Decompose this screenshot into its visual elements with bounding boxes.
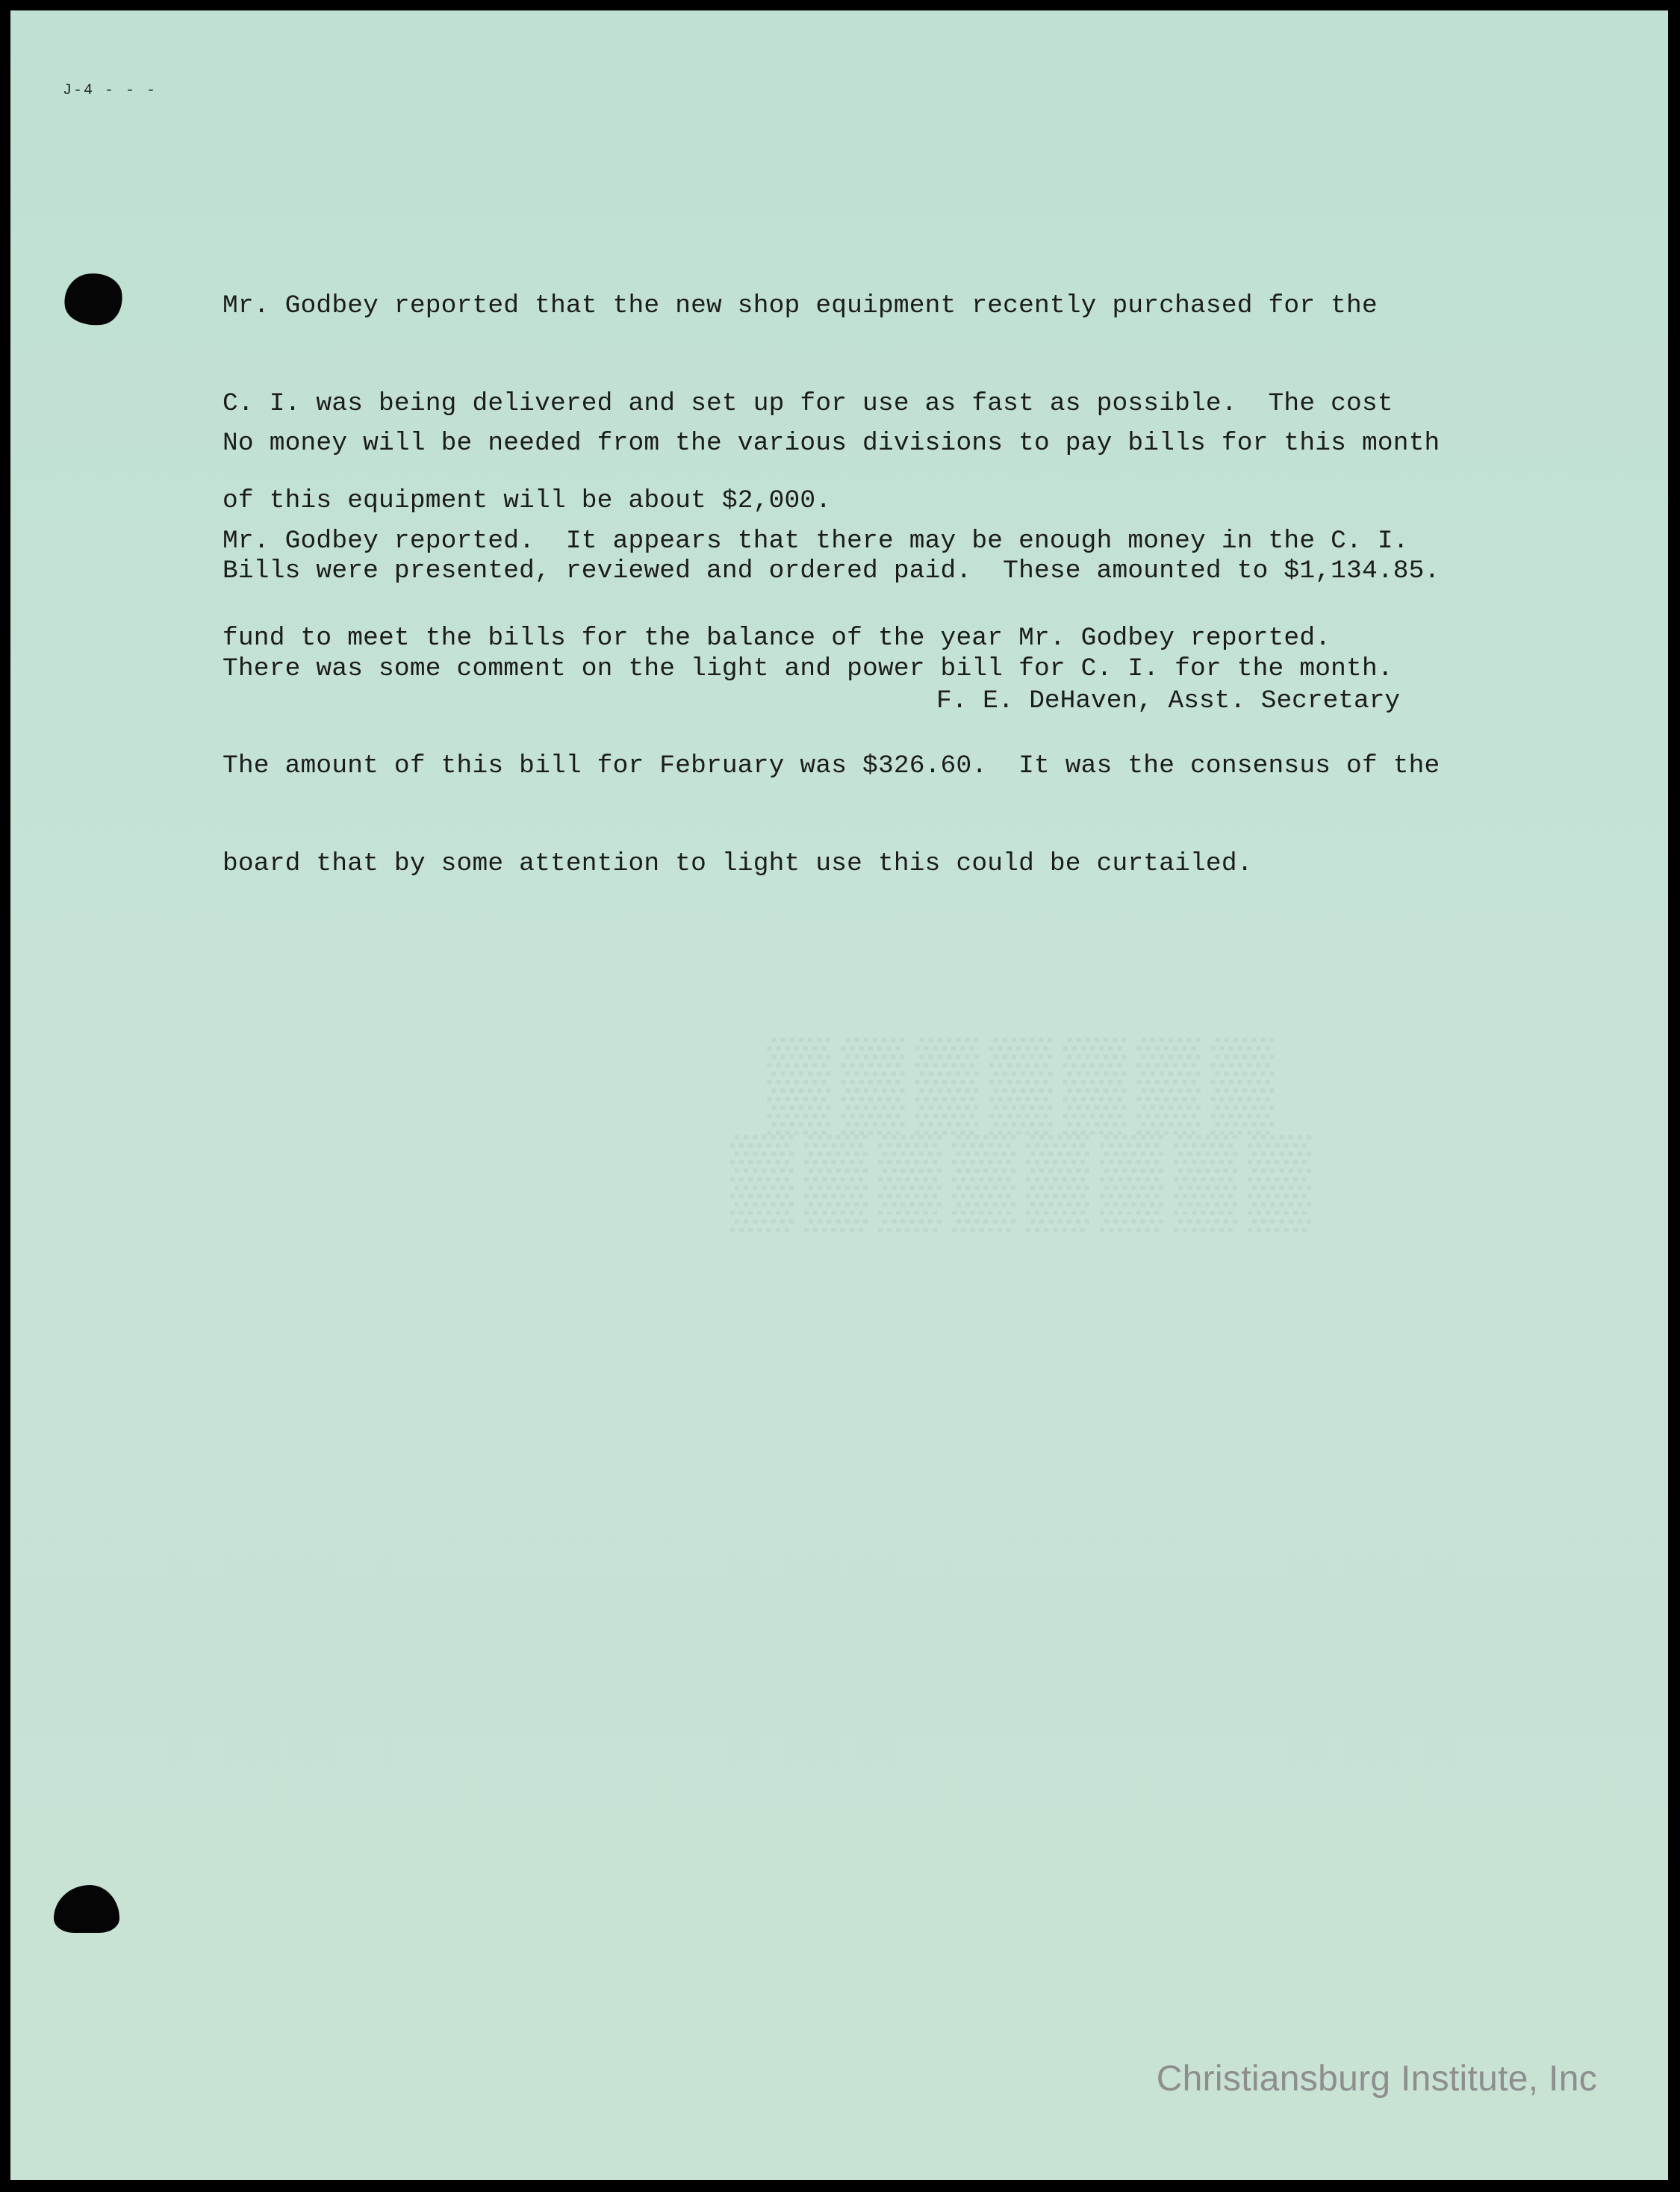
archive-watermark: Christiansburg Institute, Inc xyxy=(1156,2059,1597,2099)
text-line: fund to meet the bills for the balance of the year Mr. Godbey reported. xyxy=(223,624,1331,653)
text-line: of this equipment will be about $2,000. xyxy=(223,486,832,515)
text-line: board that by some attention to light use this could be curtailed. xyxy=(223,848,1253,878)
text-line: C. I. was being delivered and set up for use as fast as possible. The cost xyxy=(223,388,1393,418)
text-line: No money will be needed from the various divisions to pay bills for this month xyxy=(223,429,1440,458)
corner-mark: J-4 - - - xyxy=(63,82,158,99)
punch-hole-bottom xyxy=(54,1885,119,1933)
text-line: The amount of this bill for February was $326.60. It was the consensus of the xyxy=(223,751,1440,780)
bleed-through-shadow: ▒▒▒▒▒▒▒ ▒▒▒▒▒▒▒▒ xyxy=(729,1032,1322,1229)
document-page xyxy=(10,10,1668,2180)
text-line: Mr. Godbey reported. It appears that there may be enough money in the C. I. xyxy=(223,526,1409,556)
signature-line: F. E. DeHaven, Asst. Secretary xyxy=(936,686,1401,715)
text-line: There was some comment on the light and power bill for C. I. for the month. xyxy=(223,653,1393,683)
punch-hole-top xyxy=(61,270,126,329)
paragraph-bills xyxy=(223,490,1507,945)
text-line: Mr. Godbey reported that the new shop equipment recently purchased for the xyxy=(223,291,1378,320)
text-line: Bills were presented, reviewed and ordered paid. These amounted to $1,134.85. xyxy=(223,556,1440,586)
